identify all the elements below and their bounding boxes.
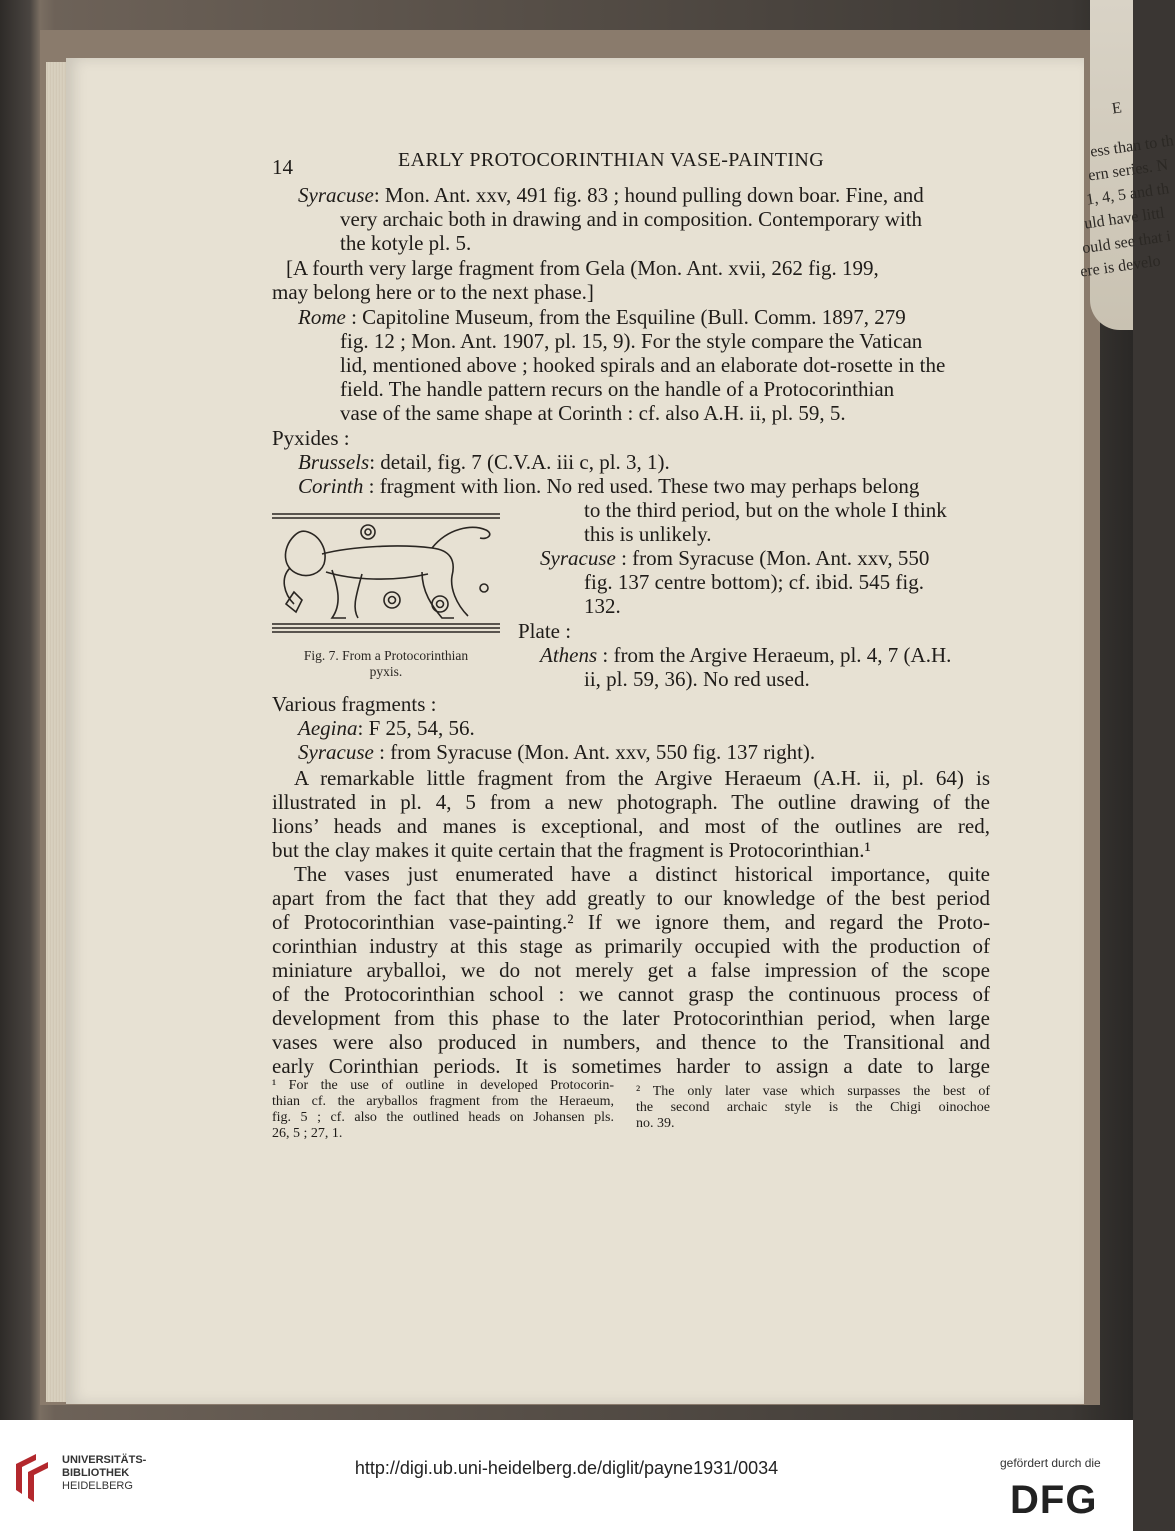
- lion-tail-shape: [432, 527, 490, 548]
- rosette-shape: [361, 525, 375, 539]
- lion-head-shape: [285, 531, 325, 575]
- neighbor-text: ern series. N: [1087, 156, 1170, 185]
- body-paragraph: The vases just enumerated have a distinct historical importance, quite apart from the fact that they add greatly to our knowledge of the best period of Protocorinthian vase-painting.² If we ignore them, and regard the Proto- corinthian industry at this stage as primarily occupied with the production of miniature aryballoi, we do not merely get a false impression of the scope of the Protocorinthian school : we cannot grasp the continuous process of development from this phase to the later Protocorinthian period, when large vases were also produced in numbers, and thence to the Transitional and early Corinthian periods. It is sometimes harder to assign a date to large: [272, 862, 990, 1078]
- entry-line: fig. 137 centre bottom); cf. ibid. 545 fig.: [584, 570, 925, 594]
- entry-syracuse-line: Syracuse : from Syracuse (Mon. Ant. xxv, 550 fig. 137 right).: [298, 740, 816, 764]
- entry-line: lid, mentioned above ; hooked spirals and an elaborate dot-rosette in the: [340, 353, 946, 377]
- entry-line: vase of the same shape at Corinth : cf. also A.H. ii, pl. 59, 5.: [340, 401, 846, 425]
- figure-lion-drawing: [272, 508, 500, 643]
- entry-brussels-line: Brussels: detail, fig. 7 (C.V.A. iii c, pl. 3, 1).: [298, 450, 670, 474]
- entry-corinth-line: Corinth : fragment with lion. No red used. These two may perhaps belong: [298, 474, 920, 498]
- entry-syracuse-line: Syracuse : from Syracuse (Mon. Ant. xxv, 550: [540, 546, 930, 570]
- rosette-shape: [384, 592, 400, 608]
- neighbor-text: ere is develo: [1079, 252, 1162, 281]
- entry-aegina-line: Aegina: F 25, 54, 56.: [298, 716, 475, 740]
- entry-line: field. The handle pattern recurs on the handle of a Protocorinthian: [340, 377, 895, 401]
- page-url-link[interactable]: http://digi.ub.uni-heidelberg.de/diglit/payne1931/0034: [354, 1458, 779, 1478]
- entry-place: Brussels: [298, 450, 370, 474]
- neighbor-text: 1, 4, 5 and th: [1085, 180, 1171, 209]
- entry-place: Rome: [298, 305, 346, 329]
- entry-line: this is unlikely.: [584, 522, 712, 546]
- rosette-shape: [389, 597, 396, 604]
- section-heading: Plate :: [518, 619, 572, 643]
- lion-leg-shape: [355, 574, 362, 618]
- rosette-shape: [432, 596, 448, 612]
- entry-place: Corinth: [298, 474, 364, 498]
- funded-by-label: gefördert durch die: [1000, 1456, 1101, 1470]
- entry-line: may belong here or to the next phase.]: [272, 280, 594, 304]
- lion-back-shape: [322, 546, 468, 616]
- lion-belly-shape: [326, 572, 428, 579]
- footnote-1: ¹ For the use of outline in developed Protocorin- thian cf. the aryballos fragment from the Heraeum, fig. 5 ; cf. also the outlined heads on Johansen pls. 26, 5 ; 27, 1.: [272, 1078, 614, 1141]
- dfg-logo: DFG: [1010, 1478, 1098, 1522]
- page-number: 14: [272, 155, 293, 179]
- lion-paw-shape: [286, 592, 302, 612]
- rosette-shape: [437, 601, 444, 608]
- entry-line: to the third period, but on the whole I think: [584, 498, 947, 522]
- figure-caption: Fig. 7. From a Protocorinthian pyxis.: [303, 648, 469, 679]
- entry-line: [A fourth very large fragment from Gela (Mon. Ant. xvii, 262 fig. 199,: [286, 256, 879, 280]
- entry-place: Aegina: [298, 716, 358, 740]
- entry-line: 132.: [584, 594, 621, 618]
- entry-line: the kotyle pl. 5.: [340, 231, 472, 255]
- lion-foreleg-shape: [332, 570, 346, 618]
- entry-rome-line: Rome : Capitoline Museum, from the Esquiline (Bull. Comm. 1897, 279: [298, 305, 906, 329]
- section-heading: Pyxides :: [272, 426, 350, 450]
- entry-athens-line: Athens : from the Argive Heraeum, pl. 4, 7 (A.H.: [540, 643, 952, 667]
- section-heading: Various fragments :: [272, 692, 437, 716]
- entry-place: Syracuse: [540, 546, 616, 570]
- entry-line: ii, pl. 59, 36). No red used.: [584, 667, 810, 691]
- entry-line: very archaic both in drawing and in composition. Contemporary with: [340, 207, 923, 231]
- entry-line: fig. 12 ; Mon. Ant. 1907, pl. 15, 9). For the style compare the Vatican: [340, 329, 923, 353]
- neighbor-text: ould see that i: [1081, 227, 1172, 258]
- entry-place: Syracuse: [298, 740, 374, 764]
- neighbor-page-fragment: [1079, 0, 1175, 330]
- neighbor-text: ess than to th: [1089, 132, 1175, 161]
- entry-place: Athens: [540, 643, 598, 667]
- neighbor-text: E: [1110, 99, 1123, 118]
- entry-place: Syracuse: [298, 183, 374, 207]
- entry-syracuse-line: Syracuse: Mon. Ant. xxv, 491 fig. 83 ; hound pulling down boar. Fine, and: [298, 183, 924, 207]
- footnote-2: ² The only later vase which surpasses the best of the second archaic style is the Chigi oinochoe no. 39.: [636, 1084, 990, 1131]
- rosette-shape: [480, 584, 488, 592]
- neighbor-text: uld have littl: [1083, 204, 1166, 233]
- rosette-shape: [365, 529, 371, 535]
- library-name: UNIVERSITÄTS- BIBLIOTHEK HEIDELBERG: [62, 1454, 147, 1492]
- running-title: EARLY PROTOCORINTHIAN VASE-PAINTING: [398, 149, 825, 171]
- body-paragraph: A remarkable little fragment from the Argive Heraeum (A.H. ii, pl. 64) is illustrated in pl. 4, 5 from a new photograph. The outline drawing of the lions’ heads and manes is exceptional, and most of the outlines are red, but the clay makes it quite certain that the fragment is Protocorinthian.¹: [272, 766, 990, 862]
